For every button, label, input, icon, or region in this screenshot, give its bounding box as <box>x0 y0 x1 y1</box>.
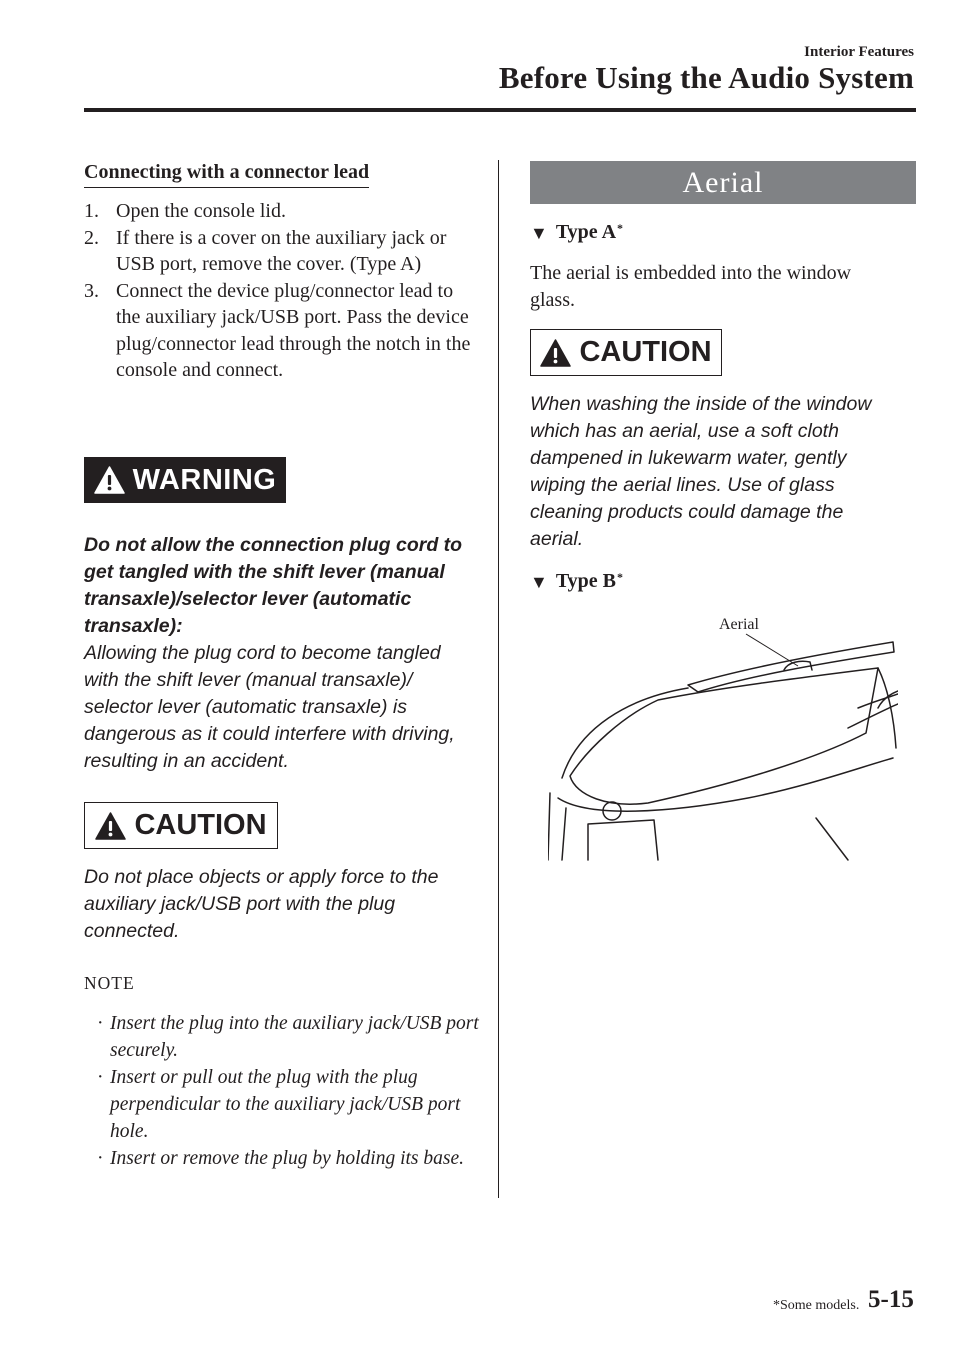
caution-badge <box>530 329 722 376</box>
body-left-2 <box>562 808 566 860</box>
type-b-heading <box>530 570 623 593</box>
note-item <box>97 1145 480 1172</box>
column-divider <box>498 160 499 1198</box>
some-models-mark: * <box>617 570 624 584</box>
footer-note: *Some models. <box>773 1298 860 1313</box>
triangle-down-icon: ▼ <box>530 572 548 592</box>
roof-spoiler <box>688 642 894 692</box>
header-rule <box>84 108 916 112</box>
caution-badge <box>84 802 278 849</box>
type-b-label: Type B <box>555 570 617 592</box>
page-number: 5-15 <box>868 1286 914 1313</box>
caution-text: Do not place objects or apply force to the auxiliary jack/USB port with the plug connected. <box>84 866 439 942</box>
step-number: 3. <box>84 279 99 302</box>
triangle-down-icon: ▼ <box>530 223 548 243</box>
step-number: 2. <box>84 226 99 249</box>
page-title: Before Using the Audio System <box>498 60 914 95</box>
type-a-text: The aerial is embedded into the window glass. <box>530 262 852 311</box>
note-text: Insert or remove the plug by holding its base. <box>110 1148 465 1169</box>
rear-window-aerial-illustration <box>548 608 898 868</box>
type-a-heading <box>530 221 623 244</box>
body-crease <box>816 818 848 860</box>
note-text: Insert the plug into the auxiliary jack/USB port securely. <box>110 1013 479 1061</box>
warning-badge <box>84 457 286 503</box>
license-plate-recess <box>588 820 658 860</box>
warning-label: WARNING <box>132 463 277 496</box>
step-text: Connect the device plug/connector lead to the auxiliary jack/USB port. Pass the device plug/connector lead through the notch in the console and connect. <box>116 279 471 381</box>
some-models-mark: * <box>617 221 624 235</box>
rear-quarter <box>878 668 896 748</box>
step-item <box>84 278 474 384</box>
warning-heading: Do not allow the connection plug cord to get tangled with the shift lever (manual transaxle)/selector lever (automatic transaxle): <box>84 534 463 637</box>
warning-triangle-icon <box>540 339 571 367</box>
header-section: Interior Features <box>804 44 914 60</box>
step-item <box>84 198 474 225</box>
step-item <box>84 225 474 278</box>
step-text: Open the console lid. <box>116 200 286 222</box>
tail-lamp <box>848 704 898 728</box>
section-heading: Connecting with a connector lead <box>84 161 369 188</box>
step-number: 1. <box>84 200 99 222</box>
note-text: Insert or pull out the plug with the plug perpendicular to the auxiliary jack/USB port hole. <box>110 1067 461 1142</box>
step-text: If there is a cover on the auxiliary jack or USB port, remove the cover. (Type A) <box>116 226 447 275</box>
tailgate-outline <box>562 688 688 778</box>
aerial-caution-text: When washing the inside of the window which has an aerial, use a soft cloth dampened in lukewarm water, gently wiping the aerial lines. Use of glass cleaning products could damage the aerial. <box>530 393 872 550</box>
aerial-section-bar: Aerial <box>530 161 916 204</box>
body-left <box>548 793 550 860</box>
warning-text: Allowing the plug cord to become tangled with the shift lever (manual transaxle)/ selector lever (automatic transaxle) is dangerous as it could interfere with driving, resulting in an accident. <box>84 642 455 772</box>
note-item <box>97 1064 480 1145</box>
note-item <box>97 1010 480 1064</box>
note-label: NOTE <box>84 973 135 993</box>
warning-triangle-icon <box>95 812 126 840</box>
rear-window <box>570 668 878 804</box>
bullet-icon: · <box>97 1013 104 1034</box>
aerial-callout-label: Aerial <box>719 616 759 633</box>
warning-triangle-icon <box>94 466 125 494</box>
caution-label: CAUTION <box>579 336 712 368</box>
steps-list <box>84 198 474 384</box>
caution-label: CAUTION <box>134 809 267 841</box>
bullet-icon: · <box>97 1067 104 1088</box>
type-a-label: Type A <box>555 221 617 243</box>
warning-body <box>84 532 474 775</box>
bullet-icon: · <box>97 1148 104 1169</box>
note-list <box>97 1010 480 1172</box>
